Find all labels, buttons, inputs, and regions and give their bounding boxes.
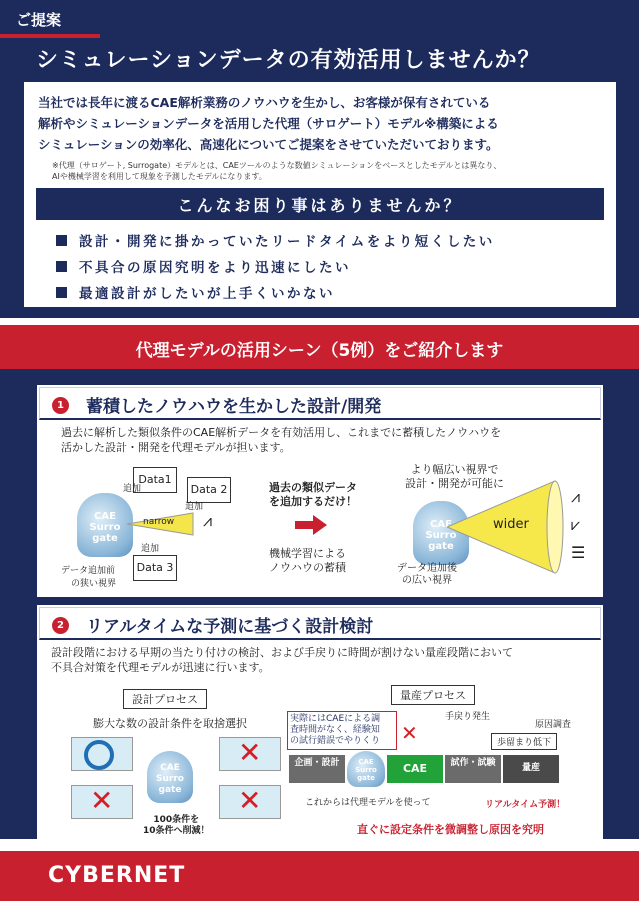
add-label: 追加	[141, 544, 160, 554]
trouble-item: 設計・開発に掛かっていたリードタイムをより短くしたい	[56, 230, 596, 256]
data2-doc: Data 2	[187, 477, 231, 503]
surrogate-head-icon: CAE Surro gate	[413, 501, 469, 565]
flow-step: 試作・試験	[445, 755, 501, 783]
arrow-right-icon	[313, 515, 327, 535]
from-now-caption: これからは代理モデルを使って	[305, 798, 431, 808]
select-caption: 膨大な数の設計条件を取捨選択	[93, 717, 247, 730]
rework-label: 手戻り発生	[445, 712, 491, 722]
result-charts-icon: ⩘ ⩗ ☰	[571, 487, 586, 562]
condition-thumb	[71, 737, 133, 771]
case-2-card	[37, 605, 603, 845]
data1-doc: Data1	[133, 467, 177, 493]
case-number-badge: 2	[52, 617, 69, 634]
case-2-title: リアルタイムな予測に基づく設計検討	[86, 617, 374, 637]
x-mark-icon: ✕	[90, 784, 114, 817]
case-2-description: 設計段階における早期の当たり付けの検討、および手戻りに時間が割けない量産段階において 不具合対策を代理モデルが迅速に行います。	[51, 646, 513, 674]
footer	[0, 851, 639, 901]
chart-icon: ⩘	[203, 511, 213, 530]
surrogate-head-icon: CAE Surro gate	[147, 751, 193, 803]
mass-process-label: 量産プロセス	[391, 685, 475, 705]
trouble-item: 最適設計がしたいが上手くいかない	[56, 282, 596, 308]
note-line: AIや機械学習を利用して現象を予測したモデルになります。	[52, 172, 267, 181]
fact-note: 実際にはCAEによる調 査時間がなく、経験知 の試行錯誤でやりくり	[287, 711, 397, 750]
condition-thumb	[219, 737, 281, 771]
troubles-list	[56, 230, 596, 308]
yield-drop-label: 歩留まり低下	[491, 733, 557, 750]
troubles-heading: こんなお困り事はありませんか？	[36, 188, 604, 220]
footnote	[52, 160, 608, 182]
wide-caption: より幅広い視界で 設計・開発が可能に	[405, 463, 504, 490]
trouble-item: 不具合の原因究明をより迅速にしたい	[56, 256, 596, 282]
realtime-caption: リアルタイム予測！	[485, 800, 566, 810]
bullet-square-icon	[56, 287, 67, 298]
arrow-shaft	[295, 521, 315, 529]
case-2-header	[39, 607, 601, 640]
proposal-tag: ご提案	[0, 6, 93, 32]
flow-step: 量産	[503, 755, 559, 783]
case-1-description: 過去に解析した類似条件のCAE解析データを有効活用し、これまでに蓄積したノウハウを 活かした設計・開発を代理モデルが担います。	[61, 426, 502, 454]
condition-thumb	[71, 785, 133, 819]
intro-line: 解析やシミュレーションデータを活用した代理（サロゲート）モデル※構築による	[38, 116, 499, 131]
reduce-caption: 100条件を 10条件へ削減！	[143, 815, 210, 836]
design-process-label: 設計プロセス	[123, 689, 207, 709]
surrogate-head-icon: CAE Surro gate	[77, 493, 133, 557]
data3-doc: Data 3	[133, 555, 177, 581]
surrogate-head-icon: CAE Surro gate	[347, 751, 385, 787]
add-label: 追加	[123, 484, 142, 494]
case-1-title: 蓄積したノウハウを生かした設計/開発	[86, 397, 382, 417]
add-label: 追加	[185, 502, 204, 512]
intro-text	[38, 92, 608, 155]
case-1-card	[37, 385, 603, 597]
wider-label: wider	[493, 517, 529, 532]
before-caption: データ追加前 の狭い視界	[61, 566, 117, 589]
x-mark-icon: ✕	[238, 736, 262, 769]
intro-line: 当社では長年に渡るCAE解析業務のノウハウを生かし、お客様が保有されている	[38, 95, 491, 110]
bullet-square-icon	[56, 261, 67, 272]
adjust-caption: 直ぐに設定条件を微調整し原因を究明	[357, 823, 544, 836]
headline: シミュレーションデータの有効活用しませんか？	[36, 48, 541, 73]
case-number-badge: 1	[52, 397, 69, 414]
note-line: ※代理（サロゲート, Surrogate）モデルとは、CAEツールのような数値シミュレーションをベースとしたモデルとは異なり、	[52, 161, 502, 170]
flow-step: 企画・設計	[289, 755, 345, 783]
ml-caption: 機械学習による ノウハウの蓄積	[269, 547, 346, 574]
condition-thumb	[219, 785, 281, 819]
narrow-label: narrow	[143, 517, 175, 527]
cybernet-logo: CYBERNET	[48, 863, 186, 888]
intro-panel	[24, 82, 616, 307]
circle-ok-icon	[84, 740, 114, 770]
x-mark-icon: ✕	[401, 721, 418, 745]
bullet-square-icon	[56, 235, 67, 246]
after-caption: データ追加後 の広い視界	[397, 563, 457, 586]
proposal-band	[0, 0, 639, 318]
tag-underline	[0, 34, 100, 38]
investigation-label: 原因調査	[535, 720, 572, 730]
scenes-heading: 代理モデルの活用シーン（5例）をご紹介します	[0, 325, 639, 369]
flow-step-cae: CAE	[387, 755, 443, 783]
add-data-callout: 過去の類似データ を追加するだけ！	[269, 481, 357, 508]
x-mark-icon: ✕	[238, 784, 262, 817]
case-1-header	[39, 387, 601, 420]
intro-line: シミュレーションの効率化、高速化についてご提案をさせていただいております。	[38, 137, 499, 152]
